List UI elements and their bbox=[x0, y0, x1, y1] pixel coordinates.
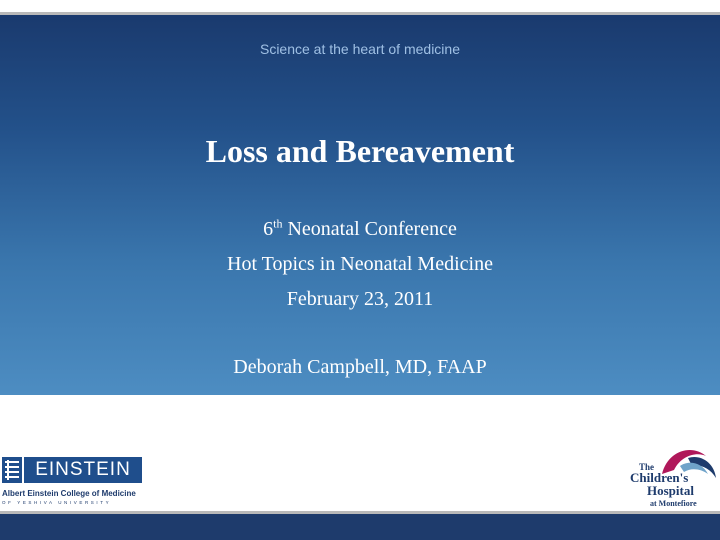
date: February 23, 2011 bbox=[286, 288, 434, 310]
conference-name: Neonatal Conference bbox=[282, 218, 457, 240]
subtitle: Hot Topics in Neonatal Medicine bbox=[227, 253, 493, 275]
chm-name-line2: Hospital bbox=[647, 483, 694, 498]
conference-line bbox=[0, 218, 720, 241]
bottom-band bbox=[0, 514, 720, 540]
title-panel bbox=[0, 15, 720, 395]
einstein-logo bbox=[2, 457, 152, 507]
slide-title: Loss and Bereavement bbox=[205, 133, 515, 169]
einstein-affiliation: OF YESHIVA UNIVERSITY bbox=[2, 500, 112, 505]
tagline: Science at the heart of medicine bbox=[259, 41, 460, 57]
chm-name-line1: Children's bbox=[630, 470, 689, 485]
childrens-hospital-logo bbox=[628, 444, 718, 510]
einstein-wordmark: EINSTEIN bbox=[24, 457, 142, 483]
einstein-college-name: Albert Einstein College of Medicine bbox=[2, 489, 136, 498]
ordinal-number: 6 bbox=[263, 218, 274, 240]
chm-the: The bbox=[639, 462, 655, 472]
chm-location: at Montefiore bbox=[650, 499, 697, 508]
presenter: Deborah Campbell, MD, FAAP bbox=[233, 356, 487, 378]
ordinal-suffix: th bbox=[273, 216, 283, 231]
einstein-emblem-icon bbox=[2, 457, 22, 483]
